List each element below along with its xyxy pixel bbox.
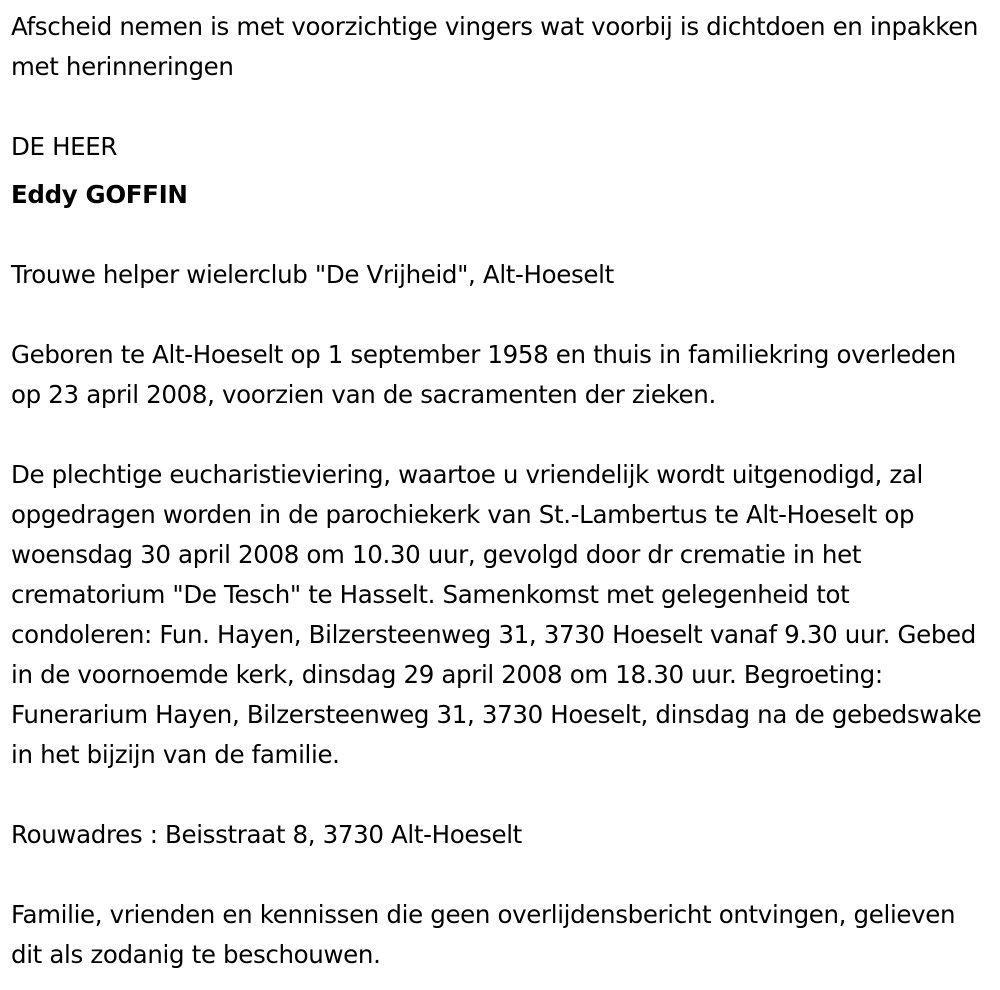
deceased-name: Eddy GOFFIN [11,180,188,209]
honorific-title: DE HEER [11,132,118,161]
closing-text: Familie, vrienden en kennissen die geen overlijdensbericht ontvingen, gelieven dit als zodanig te beschouwen. [11,900,956,969]
mourning-address: Rouwadres : Beisstraat 8, 3730 Alt-Hoeselt [11,820,522,849]
spacer [11,775,991,815]
spacer [11,215,991,255]
spacer [11,415,991,455]
role-text: Trouwe helper wielerclub "De Vrijheid", Alt-Hoeselt [11,260,614,289]
spacer [11,855,991,895]
motto-text: Afscheid nemen is met voorzichtige vingers wat voorbij is dichtdoen en inpakken met herinneringen [11,12,979,81]
ceremony-text: De plechtige eucharistieviering, waartoe u vriendelijk wordt uitgenodigd, zal opgedragen worden in de parochiekerk van St.-Lambertus te Alt-Hoeselt op woensdag 30 april 2008 om 10.30 uur, gevolgd door dr crematie in het crematorium "De Tesch" te Hasselt. Samenkomst met gelegenheid tot condoleren: Fun. Hayen, Bilzersteenweg 31, 3730 Hoeselt vanaf 9.30 uur. Gebed in de voornoemde kerk, dinsdag 29 april 2008 om 18.30 uur. Begroeting: Funerarium Hayen, Bilzersteenweg 31, 3730 Hoeselt, dinsdag na de gebedswake in het bijzijn van de familie. [11,460,982,769]
birth-death-text: Geboren te Alt-Hoeselt op 1 september 1958 en thuis in familiekring overleden op 23 april 2008, voorzien van de sacramenten der zieken. [11,340,956,409]
spacer [11,87,991,127]
spacer [11,295,991,335]
obituary-notice [11,7,991,975]
